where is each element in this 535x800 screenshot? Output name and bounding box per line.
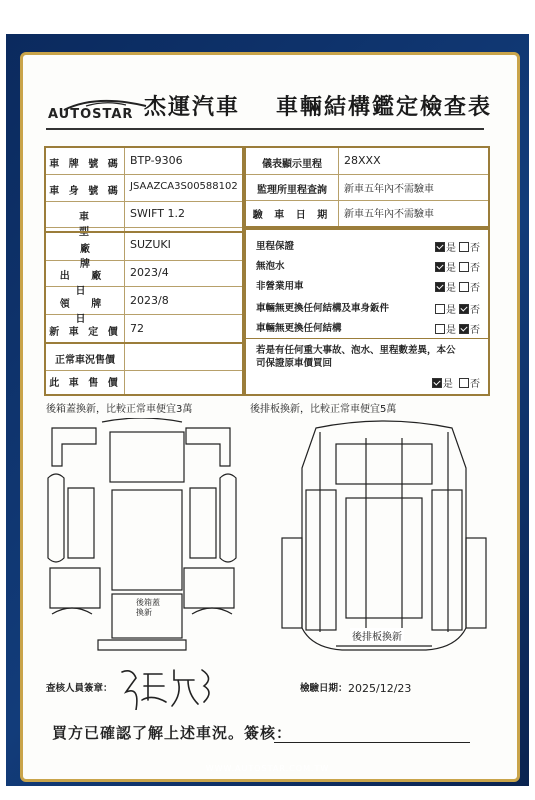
table-row: 此 車 售 價 xyxy=(49,378,121,389)
check-row xyxy=(246,256,488,274)
check-row xyxy=(246,276,488,294)
odometer-value: 28XXX xyxy=(344,154,381,167)
checkbox-yes[interactable] xyxy=(435,242,445,252)
check-options[interactable]: 是 否 xyxy=(435,321,480,336)
buyer-confirm-label: 買方已確認了解上述車況。簽核： xyxy=(52,724,293,742)
vin-value: JSAAZCA3S00588102 xyxy=(130,181,238,192)
logo-text: AUTOSTAR xyxy=(48,107,134,122)
check-row xyxy=(246,318,488,336)
buyer-signature-line[interactable] xyxy=(274,742,470,743)
table-row: 新 車 定 價 72 xyxy=(46,314,242,343)
table-row: 廠 牌 SUZUKI xyxy=(46,231,242,261)
checkbox-no[interactable] xyxy=(459,304,469,314)
inspection-sheet xyxy=(26,58,508,770)
table-row: 車 牌 號 碼 BTP-9306 xyxy=(46,148,242,175)
check-options[interactable]: 是 否 xyxy=(435,279,480,294)
checkbox-yes[interactable] xyxy=(435,282,445,292)
check-row xyxy=(246,236,488,254)
checks-table xyxy=(244,228,490,396)
right-caption: 後排板換新，比較正常車便宜5萬 xyxy=(250,404,397,415)
check-label: 非營業用車 xyxy=(256,281,304,292)
check-options[interactable]: 是 否 xyxy=(435,259,480,274)
company-name: 杰運汽車 xyxy=(144,95,241,120)
table-row: 正常車況售價 xyxy=(46,342,242,371)
check-label: 無泡水 xyxy=(256,261,285,272)
brand-value: SUZUKI xyxy=(130,238,171,251)
reg-value: 2023/8 xyxy=(130,294,169,307)
left-note: 後箱蓋換新 xyxy=(136,598,160,617)
right-note: 後排板換新 xyxy=(350,628,404,643)
car-top-view-diagram xyxy=(276,418,492,658)
check-label: 車輛無更換任何結構及車身鈑件 xyxy=(256,303,390,314)
document-title: 車輛結構鑑定檢查表 xyxy=(276,95,493,120)
mfg-value: 2023/4 xyxy=(130,266,169,279)
plate-value: BTP-9306 xyxy=(130,154,183,167)
check-options[interactable]: 是 否 xyxy=(435,239,480,254)
model-value: SWIFT 1.2 xyxy=(130,207,185,220)
checkbox-no[interactable] xyxy=(459,324,469,334)
checkbox-no[interactable] xyxy=(459,242,469,252)
check-options[interactable]: 是 否 xyxy=(435,301,480,316)
checkbox-yes[interactable] xyxy=(432,378,442,388)
table-row: 車 身 號 碼 JSAAZCA3S00588102 xyxy=(46,174,242,202)
date-label: 檢驗日期： xyxy=(300,683,348,694)
checkbox-no[interactable] xyxy=(459,262,469,272)
vehicle-info-table xyxy=(44,146,244,396)
price-value: 72 xyxy=(130,322,144,335)
left-caption: 後箱蓋換新，比較正常車便宜3萬 xyxy=(46,404,193,415)
car-exploded-diagram xyxy=(42,418,242,658)
check-row xyxy=(246,298,488,316)
inspector-signature xyxy=(118,664,218,710)
website-url[interactable]: WWW.AUTOSTAR.COM.TW xyxy=(205,764,330,773)
table-row: 監理所里程查詢 新車五年內不需驗車 xyxy=(246,174,488,201)
table-row: 車 型 SWIFT 1.2 xyxy=(46,201,242,228)
checkbox-no[interactable] xyxy=(459,282,469,292)
table-row: 驗 車 日 期 新車五年內不需驗車 xyxy=(252,209,434,221)
checkbox-yes[interactable] xyxy=(435,324,445,334)
mileage-table xyxy=(244,146,490,228)
check-label: 車輛無更換任何結構 xyxy=(256,323,342,334)
checkbox-yes[interactable] xyxy=(435,304,445,314)
title-underline xyxy=(46,128,484,130)
inspection-date: 2025/12/23 xyxy=(348,682,412,695)
guarantee-text: 若是有任何重大事故、泡水、里程數差異，本公司保證原車價買回 xyxy=(256,345,456,369)
checkbox-yes[interactable] xyxy=(435,262,445,272)
checkbox-no[interactable] xyxy=(459,378,469,388)
inspector-label: 查核人員簽章： xyxy=(46,683,113,694)
table-row: 儀表顯示里程 28XXX xyxy=(246,148,488,175)
guarantee-checkbox[interactable]: 是 否 xyxy=(432,375,480,390)
check-label: 里程保證 xyxy=(256,241,295,252)
table-row: 出 廠 日 2023/4 xyxy=(46,258,242,287)
table-row: 領 牌 日 2023/8 xyxy=(46,286,242,315)
